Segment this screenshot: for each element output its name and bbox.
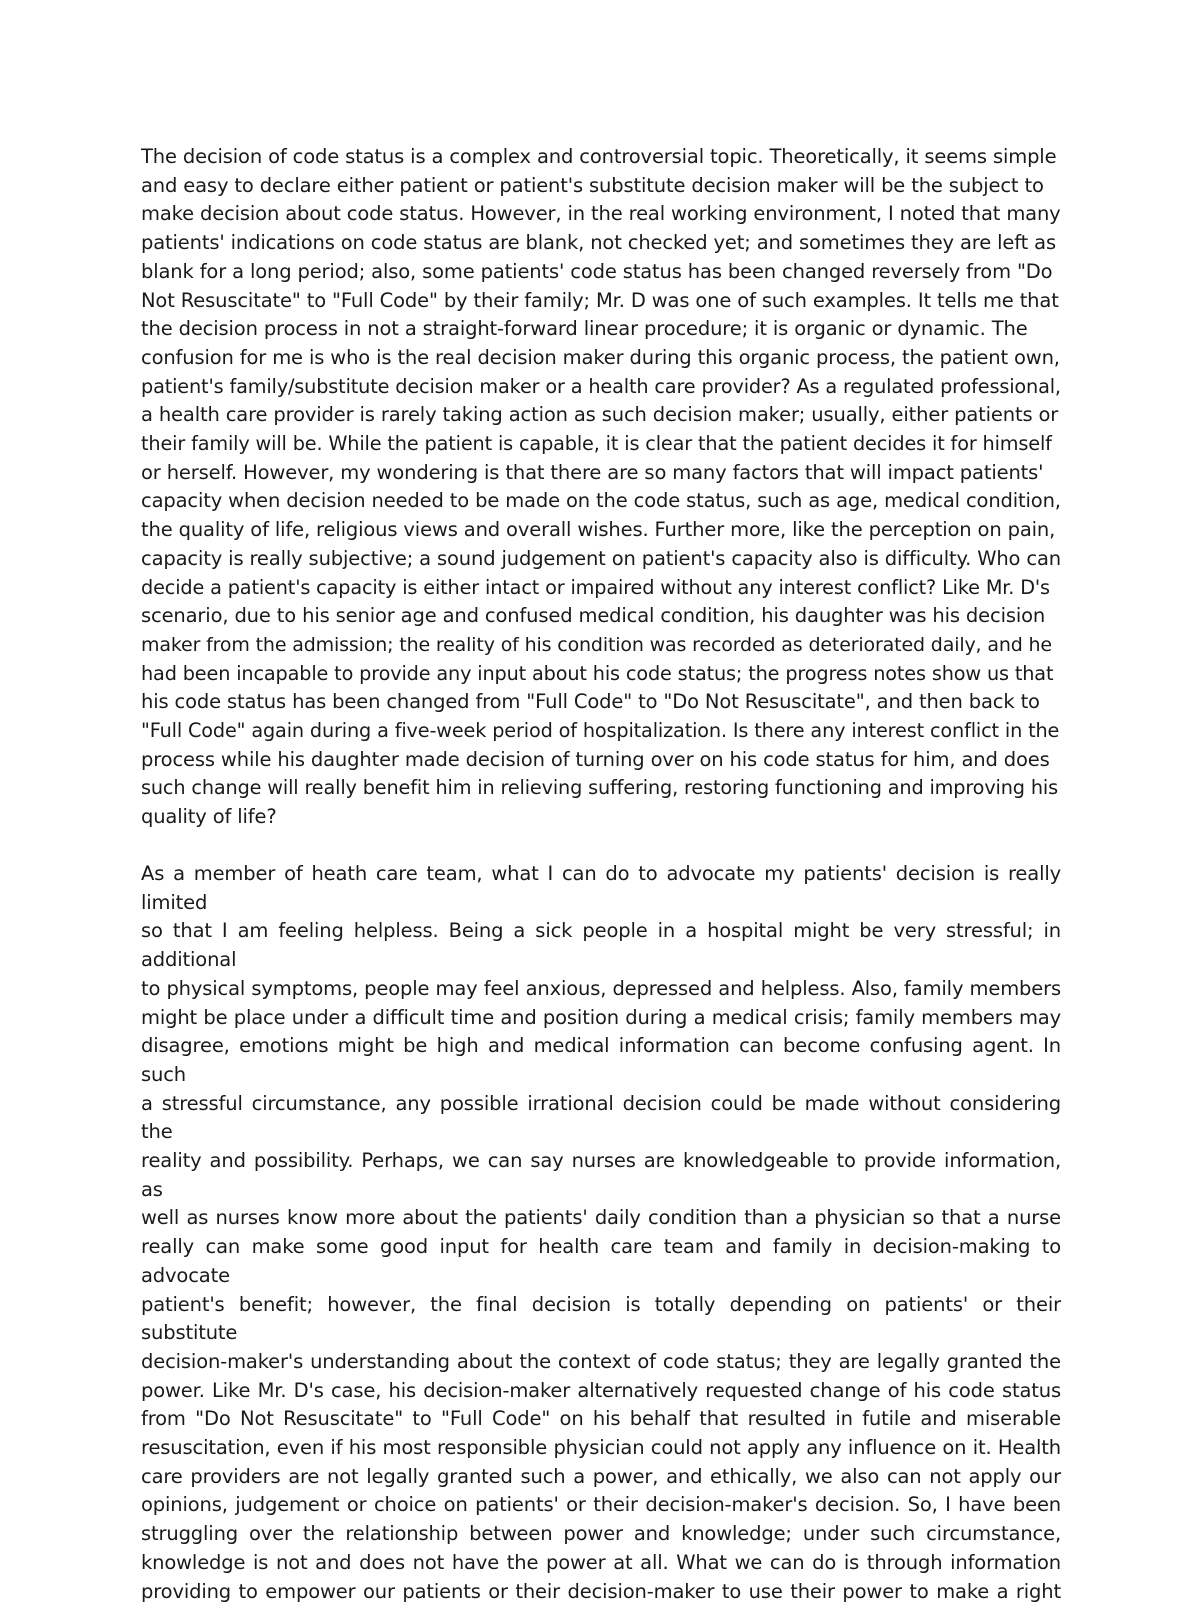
text-line: providing to empower our patients or their decision-maker to use their power to make a right [141, 1579, 1061, 1603]
text-line: quality of life? [141, 805, 277, 829]
text-line: a stressful circumstance, any possible irrational decision could be made without considering the [141, 1091, 1061, 1144]
text-line: his code status has been changed from "Full Code" to "Do Not Resuscitate", and then back to [141, 690, 1040, 714]
text-line: had been incapable to provide any input about his code status; the progress notes show us that [141, 661, 1054, 685]
text-line: resuscitation, even if his most responsible physician could not apply any influence on it. Health [141, 1436, 1061, 1460]
text-line: so that I am feeling helpless. Being a sick people in a hospital might be very stressful; in additional [141, 919, 1061, 972]
text-line: reality and possibility. Perhaps, we can say nurses are knowledgeable to provide information, as [141, 1149, 1061, 1201]
text-line: to physical symptoms, people may feel anxious, depressed and helpless. Also, family members [141, 976, 1061, 1000]
text-line: patient's benefit; however, the final decision is totally depending on patients' or their substitute [141, 1292, 1061, 1345]
text-line: "Full Code" again during a five-week period of hospitalization. Is there any interest conflict in the [141, 719, 1060, 743]
text-line: their family will be. While the patient is capable, it is clear that the patient decides it for himself [141, 432, 1052, 456]
text-line: As a member of heath care team, what I can do to advocate my patients' decision is really limited [141, 862, 1061, 914]
text-line: might be place under a difficult time and position during a medical crisis; family members may [141, 1005, 1061, 1029]
text-line: patient's family/substitute decision maker or a health care provider? As a regulated professional, [141, 374, 1061, 398]
paragraph-code-status-decision [141, 143, 1061, 832]
text-line: The decision of code status is a complex and controversial topic. Theoretically, it seems simple [141, 145, 1057, 168]
text-line: opinions, judgement or choice on patients' or their decision-maker's decision. So, I have been [141, 1493, 1061, 1517]
text-line: really can make some good input for health care team and family in decision-making to advocate [141, 1235, 1061, 1287]
text-line: care providers are not legally granted such a power, and ethically, we also can not apply our [141, 1464, 1061, 1488]
text-line: process while his daughter made decision of turning over on his code status for him, and does [141, 747, 1050, 771]
paragraph-advocacy-power [141, 860, 1061, 1606]
text-line: knowledge is not and does not have the power at all. What we can do is through information [141, 1550, 1061, 1574]
text-line: such change will really benefit him in relieving suffering, restoring functioning and improving his [141, 776, 1058, 800]
text-line: decision-maker's understanding about the context of code status; they are legally granted the [141, 1349, 1061, 1373]
text-line: a health care provider is rarely taking action as such decision maker; usually, either patients or [141, 403, 1059, 427]
text-line: struggling over the relationship between power and knowledge; under such circumstance, [141, 1522, 1061, 1546]
text-line: disagree, emotions might be high and medical information can become confusing agent. In such [141, 1034, 1061, 1086]
text-line: maker from the admission; the reality of his condition was recorded as deteriorated daily, and he [141, 633, 1052, 656]
text-line: from "Do Not Resuscitate" to "Full Code" on his behalf that resulted in futile and miserable [141, 1407, 1061, 1431]
text-line: and easy to declare either patient or patient's substitute decision maker will be the subject to [141, 173, 1044, 197]
text-line: make decision about code status. However, in the real working environment, I noted that many [141, 202, 1061, 226]
text-line: capacity when decision needed to be made on the code status, such as age, medical condition, [141, 489, 1061, 513]
text-line: or herself. However, my wondering is that there are so many factors that will impact patients' [141, 460, 1044, 484]
text-line: well as nurses know more about the patients' daily condition than a physician so that a nurse [141, 1206, 1061, 1230]
text-line: the quality of life, religious views and overall wishes. Further more, like the perception on pain, [141, 518, 1056, 542]
text-line: scenario, due to his senior age and confused medical condition, his daughter was his decision [141, 604, 1046, 628]
text-line: power. Like Mr. D's case, his decision-maker alternatively requested change of his code status [141, 1378, 1061, 1402]
text-line: the decision process in not a straight-forward linear procedure; it is organic or dynamic. The [141, 317, 1028, 341]
text-line: decide a patient's capacity is either intact or impaired without any interest conflict? Like Mr. D's [141, 575, 1050, 599]
text-line: capacity is really subjective; a sound judgement on patient's capacity also is difficulty. Who can [141, 546, 1061, 570]
text-line: confusion for me is who is the real decision maker during this organic process, the patient own, [141, 345, 1060, 369]
text-line: Not Resuscitate" to "Full Code" by their family; Mr. D was one of such examples. It tells me that [141, 288, 1059, 312]
text-line: blank for a long period; also, some patients' code status has been changed reversely from "Do [141, 259, 1053, 283]
text-line: patients' indications on code status are blank, not checked yet; and sometimes they are left as [141, 231, 1056, 255]
